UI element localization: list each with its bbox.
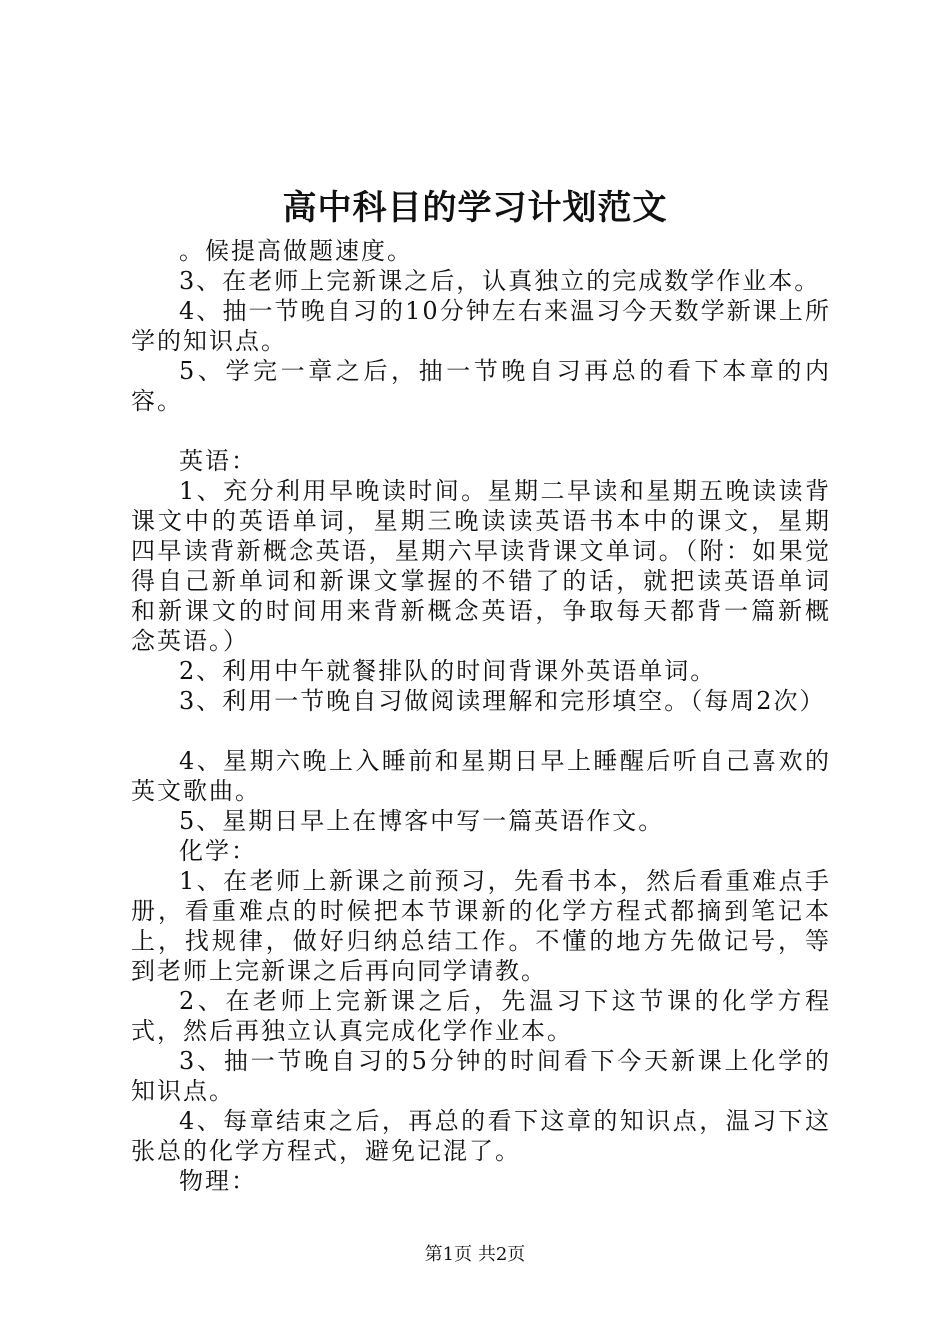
paragraph: 。候提高做题速度。	[179, 237, 413, 265]
spacer	[131, 416, 831, 446]
paragraph: 4、每章结束之后，再总的看下这章的知识点，温习下这张总的化学方程式，避免记混了。	[131, 1107, 831, 1165]
paragraph: 2、利用中午就餐排队的时间背课外英语单词。	[179, 657, 717, 685]
paragraph: 3、在老师上完新课之后，认真独立的完成数学作业本。	[179, 267, 821, 295]
paragraph: 1、在老师上新课之前预习，先看书本，然后看重难点手册，看重难点的时候把本节课新的化学方程式都摘到笔记本上，找规律，做好归纳总结工作。不懂的地方先做记号，等到老师上完新课之后再向同学请教。	[131, 867, 831, 985]
paragraph: 1、充分利用早晚读时间。星期二早读和星期五晚读读背课文中的英语单词，星期三晚读读英语书本中的课文，星期四早读背新概念英语，星期六早读背课文单词。（附：如果觉得自己新单词和新课文掌握的不错了的话，就把读英语单词和新课文的时间用来背新概念英语，争取每天都背一篇新概念英语。）	[131, 477, 831, 655]
spacer	[131, 716, 831, 746]
paragraph: 5、星期日早上在博客中写一篇英语作文。	[179, 807, 665, 835]
paragraph: 4、星期六晚上入睡前和星期日早上睡醒后听自己喜欢的英文歌曲。	[131, 747, 831, 805]
section-heading-english: 英语：	[179, 447, 257, 475]
paragraph: 4、抽一节晚自习的10分钟左右来温习今天数学新课上所学的知识点。	[131, 297, 831, 355]
document-title: 高中科目的学习计划范文	[282, 188, 668, 228]
section-heading-chemistry: 化学：	[179, 837, 257, 865]
document-body	[131, 236, 831, 1196]
paragraph: 2、在老师上完新课之后，先温习下这节课的化学方程式，然后再独立认真完成化学作业本。	[131, 987, 831, 1045]
page-footer: 第1页 共2页	[424, 1244, 526, 1265]
section-heading-physics: 物理：	[179, 1167, 257, 1195]
paragraph: 3、利用一节晚自习做阅读理解和完形填空。（每周2次）	[179, 687, 826, 715]
paragraph: 3、抽一节晚自习的5分钟的时间看下今天新课上化学的知识点。	[131, 1047, 831, 1105]
paragraph: 5、学完一章之后，抽一节晚自习再总的看下本章的内容。	[131, 357, 831, 415]
